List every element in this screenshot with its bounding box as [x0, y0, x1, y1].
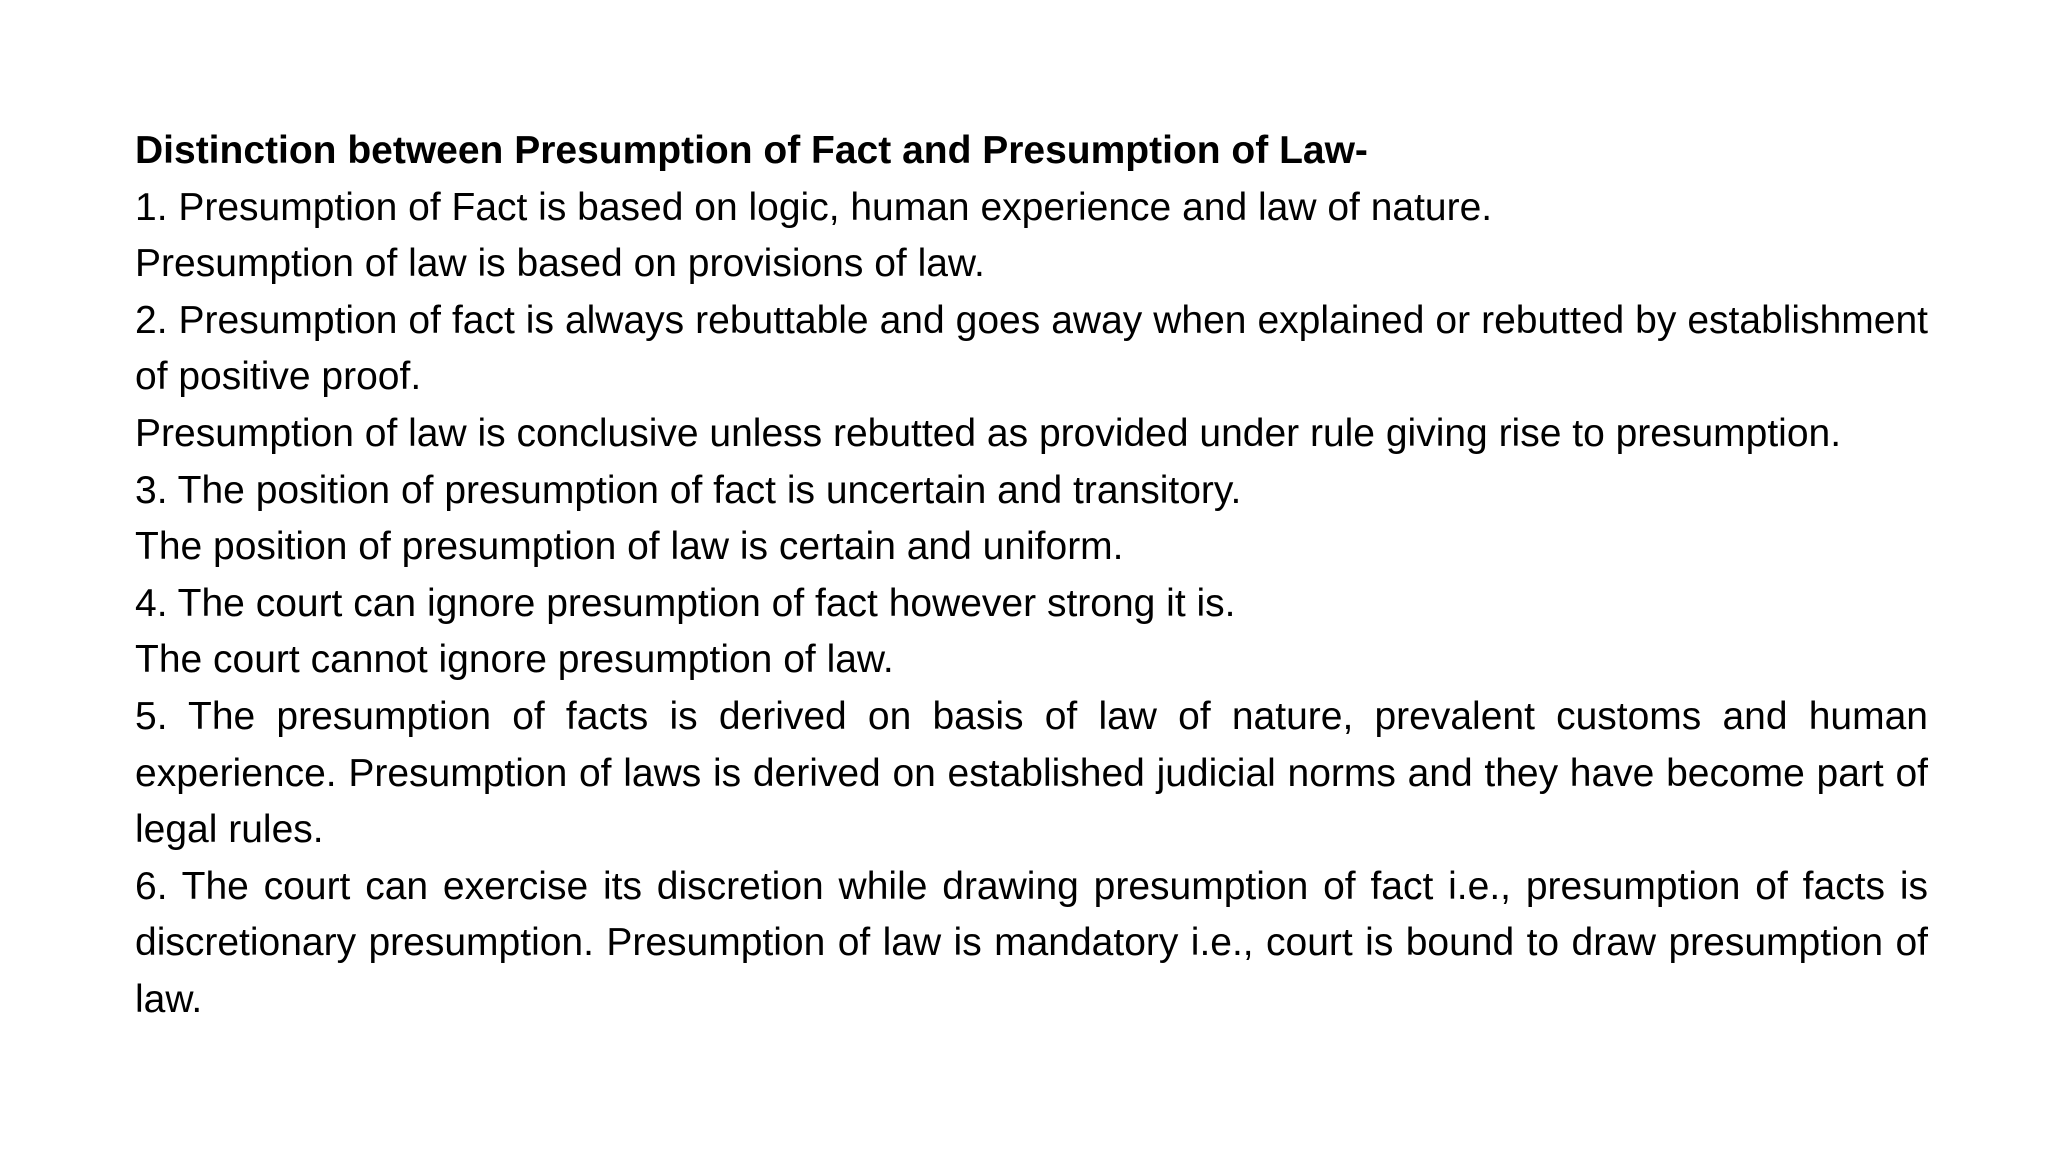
paragraph-1b: Presumption of law is based on provisions of law. [135, 242, 985, 286]
slide-body [135, 123, 1928, 1029]
slide-heading: Distinction between Presumption of Fact and Presumption of Law- [135, 129, 1368, 172]
paragraph-4a: 4. The court can ignore presumption of fact however strong it is. [135, 581, 1236, 625]
paragraph-3a: 3. The position of presumption of fact is uncertain and transitory. [135, 468, 1242, 512]
paragraph-3b: The position of presumption of law is certain and uniform. [135, 525, 1124, 569]
paragraph-2a: 2. Presumption of fact is always rebuttable and goes away when explained or rebutted by establishment of positive proof. [135, 298, 1928, 399]
paragraph-5: 5. The presumption of facts is derived on basis of law of nature, prevalent customs and human experience. Presumption of laws is derived on established judicial norms and they have become part of legal rules. [135, 694, 1928, 852]
paragraph-4b: The court cannot ignore presumption of law. [135, 638, 894, 682]
paragraph-1a: 1. Presumption of Fact is based on logic, human experience and law of nature. [135, 185, 1493, 229]
paragraph-6: 6. The court can exercise its discretion while drawing presumption of fact i.e., presumption of facts is discretionary presumption. Presumption of law is mandatory i.e., court is bound to draw presumption of law. [135, 864, 1928, 1021]
paragraph-2b: Presumption of law is conclusive unless rebutted as provided under rule giving rise to presumption. [135, 411, 1842, 455]
